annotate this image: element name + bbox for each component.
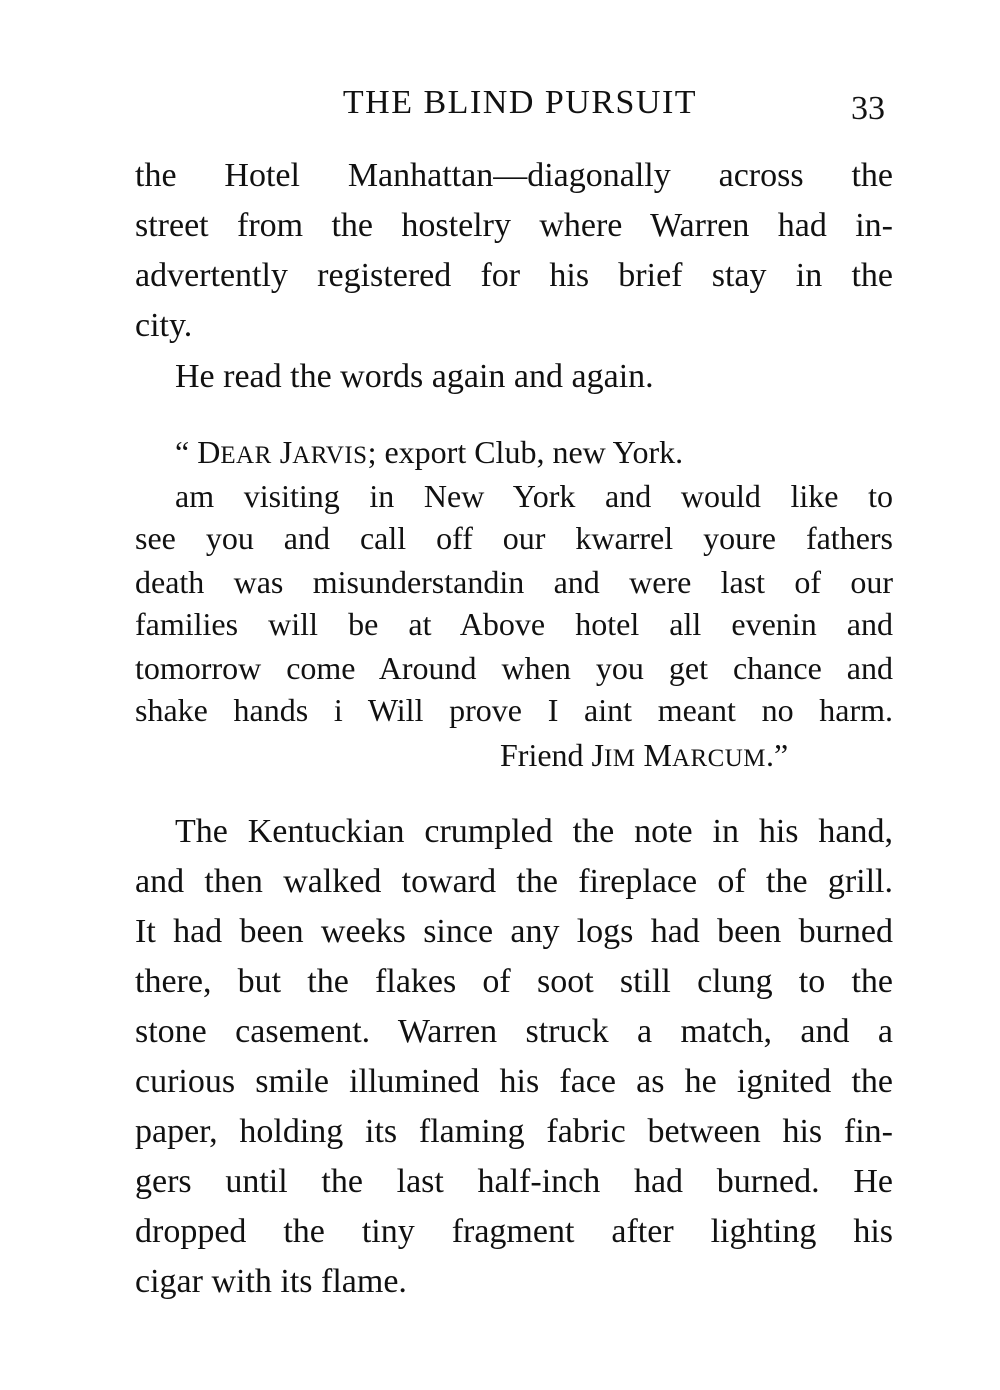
letter-line: families will be at Above hotel all evenin and	[135, 606, 893, 642]
letter-line: tomorrow come Around when you get chance and	[135, 650, 893, 686]
text-line: the Hotel Manhattan—diagonally across the	[135, 157, 893, 194]
paragraph-2: He read the words again and again.	[175, 358, 654, 395]
page-number: 33	[851, 90, 885, 127]
letter-salutation: “ DEAR JARVIS; export Club, new York.	[175, 434, 684, 470]
text-line: city.	[135, 307, 193, 344]
letter-line: see you and call off our kwarrel youre fathers	[135, 520, 893, 556]
letter-line: am visiting in New York and would like to	[175, 478, 893, 514]
text-line: paper, holding its flaming fabric between his fin-	[135, 1113, 893, 1150]
text-line: gers until the last half-inch had burned. He	[135, 1163, 893, 1200]
text-line: dropped the tiny fragment after lighting his	[135, 1213, 893, 1250]
text-line: there, but the flakes of soot still clung to the	[135, 963, 893, 1000]
text-line: street from the hostelry where Warren had in-	[135, 207, 893, 244]
letter-signature: Friend JIM MARCUM.”	[500, 737, 789, 773]
text-line: and then walked toward the fireplace of the grill.	[135, 863, 893, 900]
text-line: cigar with its flame.	[135, 1263, 407, 1300]
text-line: It had been weeks since any logs had been burned	[135, 913, 893, 950]
text-line: advertently registered for his brief stay in the	[135, 257, 893, 294]
text-line: stone casement. Warren struck a match, and a	[135, 1013, 893, 1050]
letter-line: death was misunderstandin and were last of our	[135, 564, 893, 600]
text-line: curious smile illumined his face as he ignited the	[135, 1063, 893, 1100]
running-title: THE BLIND PURSUIT	[342, 84, 698, 121]
text-line: The Kentuckian crumpled the note in his hand,	[175, 813, 893, 850]
letter-line: shake hands i Will prove I aint meant no harm.	[135, 692, 893, 728]
